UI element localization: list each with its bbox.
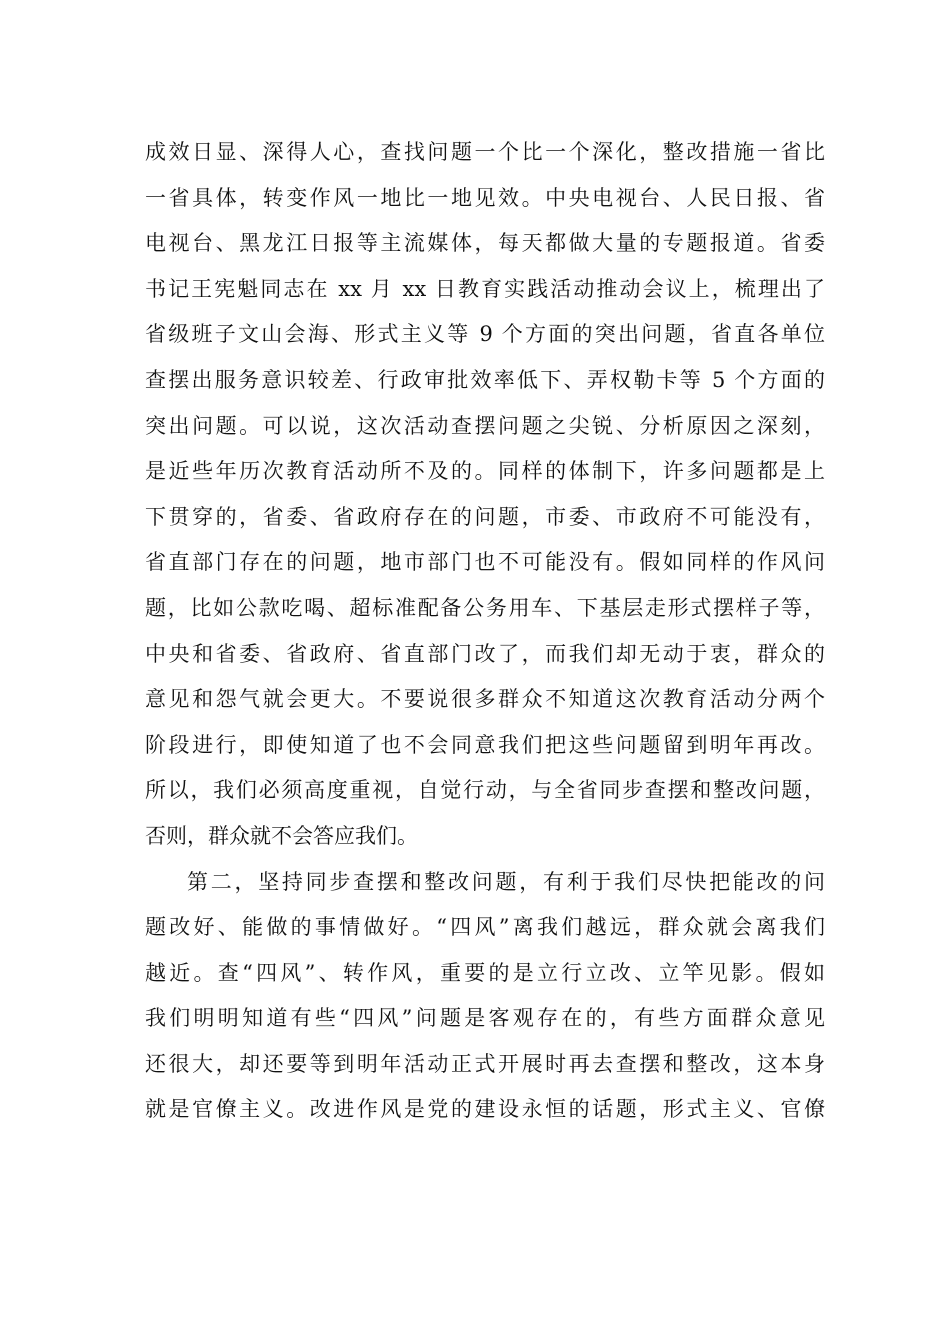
- text-line: 题改好、能做的事情做好。“四风”离我们越远，群众就会离我们: [145, 915, 825, 940]
- text-line: 书记王宪魁同志在 xx 月 xx 日教育实践活动推动会议上，梳理出了: [145, 276, 825, 301]
- text-line: 越近。查“四风”、转作风，重要的是立行立改、立竿见影。假如: [145, 960, 825, 985]
- text-line: 否则，群众就不会答应我们。: [145, 823, 418, 848]
- text-line: 所以，我们必须高度重视，自觉行动，与全省同步查摆和整改问题，: [145, 778, 825, 803]
- text-line: 成效日显、深得人心，查找问题一个比一个深化，整改措施一省比: [145, 140, 825, 164]
- text-line: 一省具体，转变作风一地比一地见效。中央电视台、人民日报、省: [145, 185, 825, 210]
- text-line: 阶段进行，即使知道了也不会同意我们把这些问题留到明年再改。: [145, 732, 825, 757]
- text-line: 下贯穿的，省委、省政府存在的问题，市委、市政府不可能没有，: [145, 504, 825, 529]
- body-text: [145, 130, 825, 1133]
- text-line: 省级班子文山会海、形式主义等 9 个方面的突出问题，省直各单位: [145, 322, 825, 347]
- text-line: 突出问题。可以说，这次活动查摆问题之尖锐、分析原因之深刻，: [145, 413, 825, 438]
- paragraph-start-line: 第二，坚持同步查摆和整改问题，有利于我们尽快把能改的问: [187, 869, 825, 894]
- text-line: 我们明明知道有些“四风”问题是客观存在的，有些方面群众意见: [145, 1006, 825, 1031]
- text-line: 题，比如公款吃喝、超标准配备公务用车、下基层走形式摆样子等，: [145, 595, 825, 620]
- text-line: 意见和怨气就会更大。不要说很多群众不知道这次教育活动分两个: [145, 687, 825, 712]
- text-line: 还很大，却还要等到明年活动正式开展时再去查摆和整改，这本身: [145, 1051, 825, 1076]
- text-line: 查摆出服务意识较差、行政审批效率低下、弄权勒卡等 5 个方面的: [145, 367, 825, 392]
- text-line: 是近些年历次教育活动所不及的。同样的体制下，许多问题都是上: [145, 459, 825, 484]
- text-line: 省直部门存在的问题，地市部门也不可能没有。假如同样的作风问: [145, 550, 825, 575]
- text-line: 电视台、黑龙江日报等主流媒体，每天都做大量的专题报道。省委: [145, 231, 825, 256]
- text-line: 中央和省委、省政府、省直部门改了，而我们却无动于衷，群众的: [145, 641, 825, 666]
- text-line: 就是官僚主义。改进作风是党的建设永恒的话题，形式主义、官僚: [145, 1097, 825, 1122]
